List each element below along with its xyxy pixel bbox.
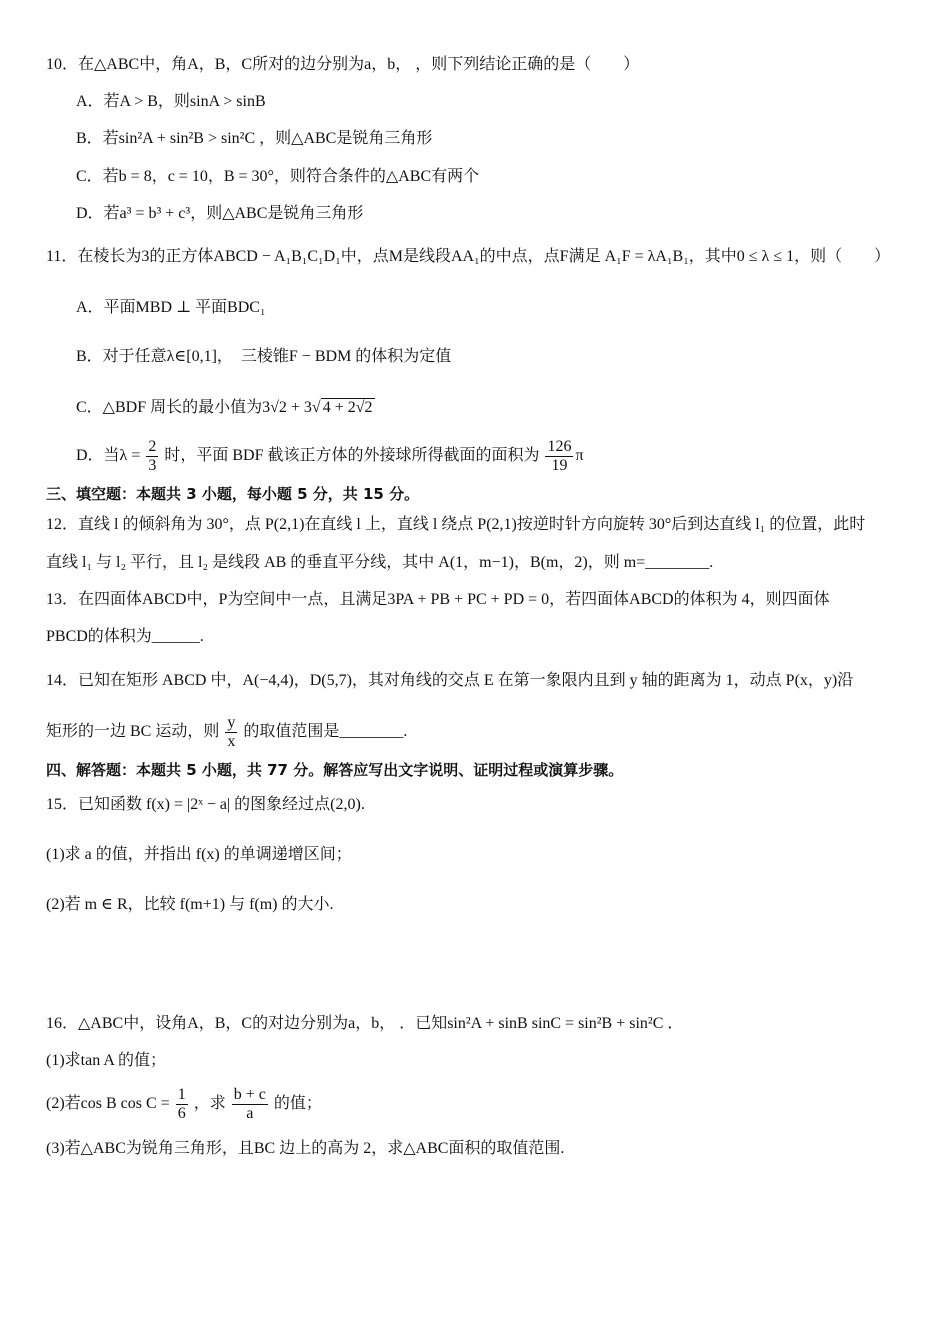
q15-part1: (1)求 a 的值，并指出 f(x) 的单调递增区间； (46, 846, 352, 863)
lambda-fraction (146, 438, 158, 475)
section-answer-heading: 四、解答题：本题共 5 小题，共 77 分。解答应写出文字说明、证明过程或演算步骤。 (46, 761, 624, 779)
q14-line2 (46, 712, 407, 752)
q10-option-c: C．若b = 8，c = 10，B = 30°，则符合条件的△ABC有两个 (76, 168, 480, 185)
q13-line2: PBCD的体积为______. (46, 628, 204, 645)
one-sixth-fraction (176, 1086, 188, 1123)
q16-part3: (3)若△ABC为锐角三角形，且BC 边上的高为 2，求△ABC面积的取值范围. (46, 1140, 565, 1157)
q16-part2 (46, 1084, 322, 1124)
q11-option-c-text: C．△BDF 周长的最小值为3√2 + 3 (76, 399, 312, 416)
area-fraction (545, 438, 573, 475)
one-sixth-den: 6 (177, 1104, 186, 1122)
q11-stem: 11．在棱长为3的正方体ABCD − A₁B₁C₁D₁中，点M是线段AA₁的中点，点F满足 A₁F = λA₁B₁，其中0 ≤ λ ≤ 1，则（ ） (46, 248, 891, 265)
q14-line2-prefix: 矩形的一边 BC 运动，则 (46, 723, 220, 740)
bc-over-a-den: a (246, 1104, 254, 1122)
q11-option-b: B．对于任意λ∈[0,1]， 三棱锥F − BDM 的体积为定值 (76, 348, 452, 365)
q11-option-d-prefix: D．当λ = (76, 447, 141, 464)
bc-over-a-num: b + c (233, 1085, 266, 1103)
q11-option-c (76, 397, 375, 419)
q11-option-c-radicand: 4 + 2√2 (322, 399, 373, 416)
q10-stem: 10．在△ABC中，角A，B，C所对的边分别为a，b， ，则下列结论正确的是（ ） (46, 56, 640, 73)
lambda-fraction-num: 2 (148, 437, 157, 455)
q13-line1: 13．在四面体ABCD中，P为空间中一点，且满足3PA + PB + PC + PD = 0，若四面体ABCD的体积为 4，则四面体 (46, 591, 830, 608)
q10-option-a: A．若A > B，则sinA > sinB (76, 93, 266, 110)
q15-part2: (2)若 m ∈ R，比较 f(m+1) 与 f(m) 的大小. (46, 896, 334, 913)
area-fraction-den: 19 (551, 456, 568, 474)
q15-stem: 15．已知函数 f(x) = |2ˣ − a| 的图象经过点(2,0). (46, 796, 365, 813)
section-fill-in-heading: 三、填空题：本题共 3 小题，每小题 5 分，共 15 分。 (46, 485, 420, 503)
lambda-fraction-den: 3 (148, 456, 157, 474)
y-over-x-den: x (227, 732, 236, 750)
sqrt-symbol: √ (311, 399, 321, 416)
y-over-x-num: y (227, 713, 236, 731)
q11-option-a: A．平面MBD ⊥ 平面BDC₁ (76, 299, 266, 316)
area-fraction-num: 126 (547, 437, 572, 455)
q16-stem: 16．△ABC中，设角A，B，C的对边分别为a，b， ．已知sin²A + sinB sinC = sin²B + sin²C ． (46, 1015, 684, 1032)
q10-option-d: D．若a³ = b³ + c³，则△ABC是锐角三角形 (76, 205, 364, 222)
q16-part2-mid: ，求 (193, 1095, 226, 1112)
q12-line1: 12．直线 l 的倾斜角为 30°，点 P(2,1)在直线 l 上，直线 l 绕点 P(2,1)按逆时针方向旋转 30°后到达直线 l₁ 的位置，此时 (46, 516, 866, 533)
q14-line2-suffix: 的取值范围是________. (243, 723, 408, 740)
y-over-x-fraction (225, 714, 237, 751)
bc-over-a-fraction (232, 1086, 268, 1123)
q11-option-d-suffix: π (575, 447, 584, 464)
q12-line2: 直线 l₁ 与 l₂ 平行，且 l₂ 是线段 AB 的垂直平分线，其中 A(1，m−1)，B(m，2)，则 m=________. (46, 554, 714, 571)
q11-option-d (76, 436, 584, 476)
q11-option-d-mid: 时，平面 BDF 截该正方体的外接球所得截面的面积为 (164, 447, 540, 464)
q16-part1: (1)求tan A 的值； (46, 1052, 166, 1069)
one-sixth-num: 1 (177, 1085, 186, 1103)
q10-option-b: B．若sin²A + sin²B > sin²C ，则△ABC是锐角三角形 (76, 130, 433, 147)
q16-part2-prefix: (2)若cos B cos C = (46, 1095, 170, 1112)
q14-line1: 14．已知在矩形 ABCD 中，A(−4,4)，D(5,7)，其对角线的交点 E 在第一象限内且到 y 轴的距离为 1，动点 P(x，y)沿 (46, 672, 854, 689)
q16-part2-suffix: 的值； (273, 1095, 322, 1112)
